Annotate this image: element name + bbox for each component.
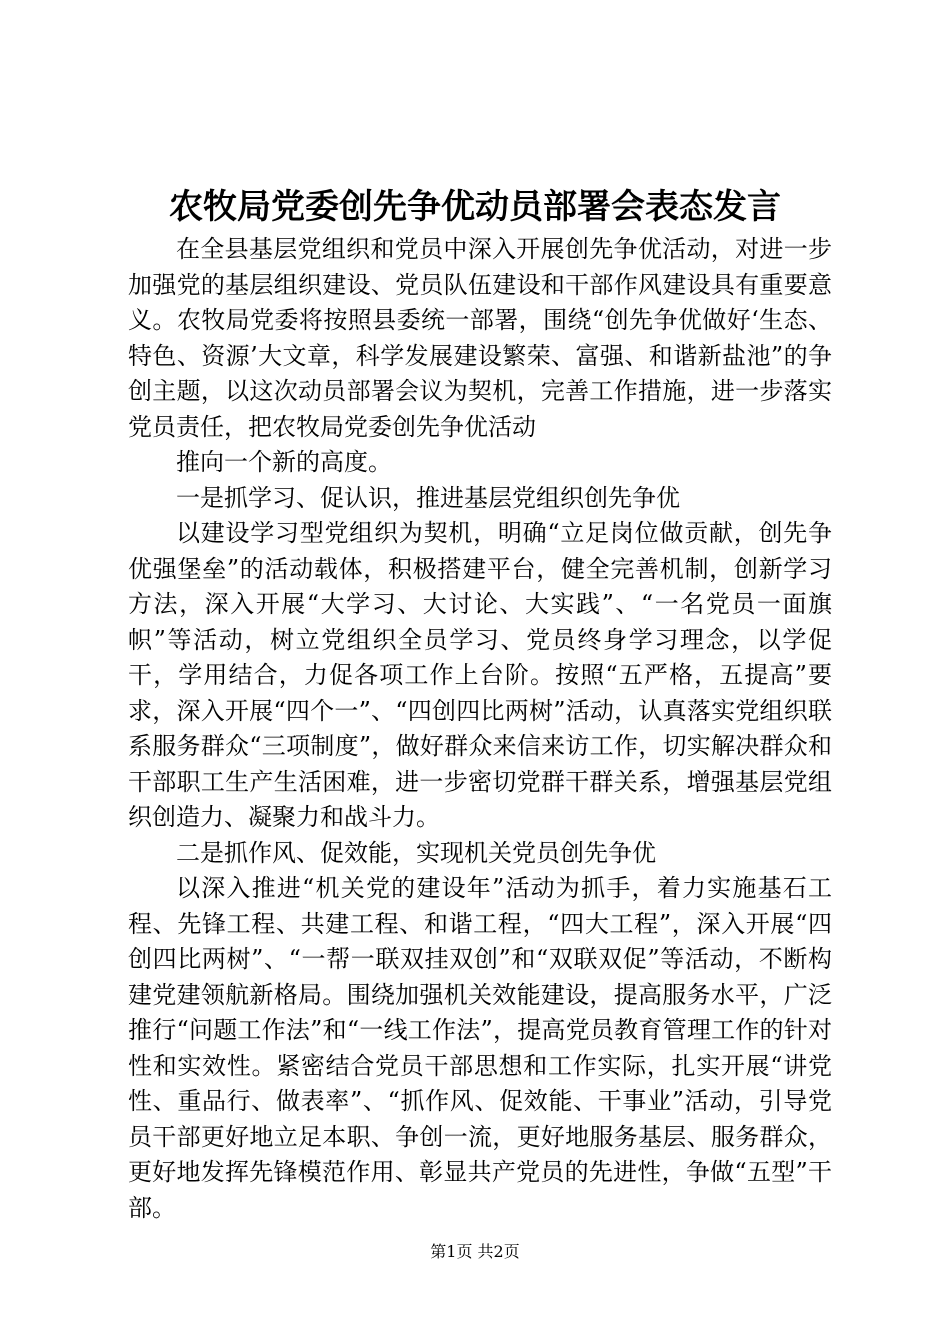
document-body [128,232,832,1226]
paragraph-intro: 在全县基层党组织和党员中深入开展创先争优活动，对进一步加强党的基层组织建设、党员队伍建设和干部作风建设具有重要意义。农牧局党委将按照县委统一部署，围绕“创先争优做好‘生态、特色、资源’大文章，科学发展建设繁荣、富强、和谐新盐池”的争创主题，以这次动员部署会议为契机，完善工作措施，进一步落实党员责任，把农牧局党委创先争优活动 [128,235,832,441]
page-number-footer: 第1页 共2页 [430,1242,520,1261]
section-heading-style: 二是抓作风、促效能，实现机关党员创先争优 [176,838,656,867]
paragraph-style: 以深入推进“机关党的建设年”活动为抓手，着力实施基石工程、先锋工程、共建工程、和谐工程，“四大工程”，深入开展“四创四比两树”、“一帮一联双挂双创”和“双联双促”等活动，不断构建党建领航新格局。围绕加强机关效能建设，提高服务水平，广泛推行“问题工作法”和“一线工作法”，提高党员教育管理工作的针对性和实效性。紧密结合党员干部思想和工作实际，扎实开展“讲党性、重品行、做表率”、“抓作风、促效能、干事业”活动，引导党员干部更好地立足本职、争创一流，更好地服务基层、服务群众，更好地发挥先锋模范作用、彰显共产党员的先进性，争做“五型”干部。 [128,874,832,1222]
paragraph-study: 以建设学习型党组织为契机，明确“立足岗位做贡献，创先争优强堡垒”的活动载体，积极搭建平台，健全完善机制，创新学习方法，深入开展“大学习、大讨论、大实践”、“一名党员一面旗帜”等活动，树立党组织全员学习、党员终身学习理念，以学促干，学用结合，力促各项工作上台阶。按照“五严格，五提高”要求，深入开展“四个一”、“四创四比两树”活动，认真落实党组织联系服务群众“三项制度”，做好群众来信来访工作，切实解决群众和干部职工生产生活困难，进一步密切党群干群关系，增强基层党组织创造力、凝聚力和战斗力。 [128,519,832,831]
document-title: 农牧局党委创先争优动员部署会表态发言 [169,187,781,227]
section-heading-study: 一是抓学习、促认识，推进基层党组织创先争优 [176,483,680,512]
paragraph-continuation: 推向一个新的高度。 [176,448,392,476]
